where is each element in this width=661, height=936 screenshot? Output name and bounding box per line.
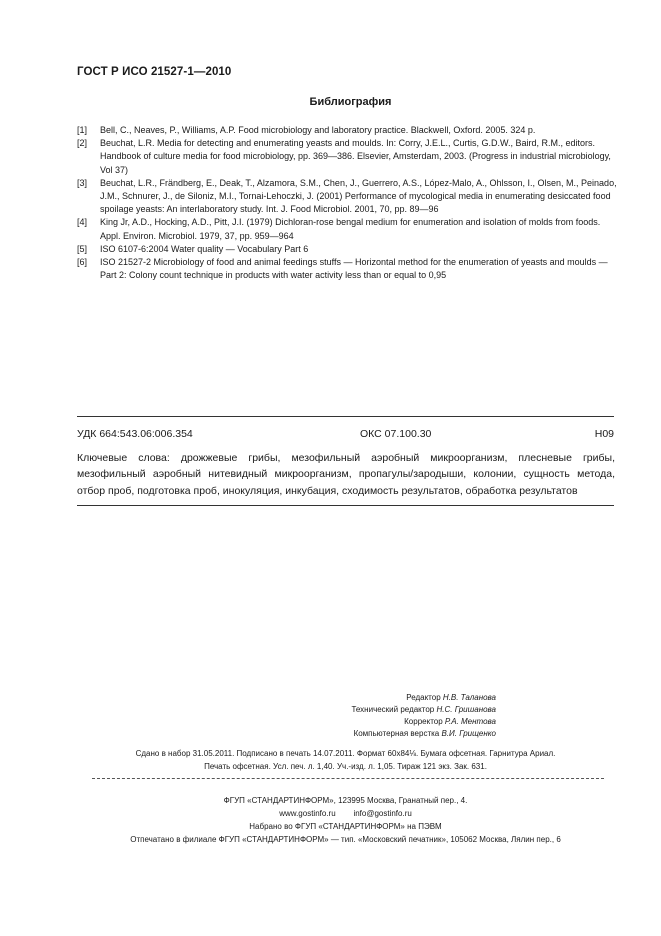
typeset-note: Набрано во ФГУП «СТАНДАРТИНФОРМ» на ПЭВМ bbox=[249, 822, 442, 831]
reference-text: King Jr, A.D., Hocking, A.D., Pitt, J.I. (1979) Dichloran-rose bengal medium for enumeration and isolation of molds from foods. Appl. Environ. Microbiol. 1979, 37, pp. 959—964 bbox=[100, 217, 601, 241]
printed-note: Отпечатано в филиале ФГУП «СТАНДАРТИНФОРМ» — тип. «Московский печатник», 105062 Москва, Лялин пер., 6 bbox=[130, 835, 561, 844]
publication-line-1: Сдано в набор 31.05.2011. Подписано в печать 14.07.2011. Формат 60x84⅛. Бумага офсетная. Гарнитура Ариал. bbox=[135, 749, 556, 758]
keywords-block bbox=[77, 450, 615, 499]
publisher-contacts bbox=[77, 807, 614, 820]
editor-name: Н.В. Таланова bbox=[442, 693, 496, 702]
editor-line bbox=[150, 692, 496, 704]
dashed-separator bbox=[92, 778, 604, 779]
editor-line bbox=[150, 728, 496, 740]
editor-name: В.И. Грищенко bbox=[441, 729, 496, 738]
reference-text: ISO 6107-6:2004 Water quality — Vocabulary Part 6 bbox=[100, 243, 309, 254]
editor-role: Редактор bbox=[406, 693, 441, 702]
reference-number: [4] bbox=[77, 217, 88, 228]
editor-role: Технический редактор bbox=[351, 705, 435, 714]
bibliography-title: Библиография bbox=[309, 96, 392, 108]
keywords-label: Ключевые слова: bbox=[77, 452, 170, 464]
reference-number: [5] bbox=[77, 243, 88, 254]
editor-name: Н.С. Гришанова bbox=[436, 705, 496, 714]
divider-bottom bbox=[77, 505, 614, 506]
editor-line bbox=[150, 704, 496, 716]
publisher-address: ФГУП «СТАНДАРТИНФОРМ», 123995 Москва, Гранатный пер., 4. bbox=[223, 796, 468, 805]
reference-item bbox=[77, 216, 617, 242]
editors-block bbox=[150, 692, 496, 740]
keywords-text: дрожжевые грибы, мезофильный аэробный микроорганизм, плесневые грибы, мезофильный аэробный нитевидный микроорганизм, пропагулы/зародыши, колонии, сущность метода, отбор проб, подготовка проб, инокуляция, инкубация, сходимость результатов, обработка результатов bbox=[77, 452, 615, 497]
classification-code: Н09 bbox=[594, 428, 614, 440]
editor-line bbox=[150, 716, 496, 728]
divider-top bbox=[77, 416, 614, 417]
editor-role: Компьютерная верстка bbox=[353, 729, 440, 738]
reference-number: [3] bbox=[77, 177, 88, 188]
oks-code: ОКС 07.100.30 bbox=[360, 428, 432, 440]
reference-item bbox=[77, 137, 617, 177]
reference-number: [1] bbox=[77, 125, 88, 135]
publisher-email[interactable]: info@gostinfo.ru bbox=[353, 809, 412, 818]
publisher-block bbox=[77, 794, 614, 846]
reference-item bbox=[77, 177, 617, 217]
editor-name: Р.А. Ментова bbox=[444, 717, 496, 726]
reference-number: [2] bbox=[77, 138, 88, 149]
reference-text: Beuchat, L.R. Media for detecting and enumerating yeasts and moulds. In: Corry, J.E.L., Curtis, G.D.W., Baird, R.M., editors. Handbook of culture media for food microbiology, pp. 369—386. Elsevier, Amsterdam, 2003. (Progress in industrial microbiology, Vol 37) bbox=[100, 138, 611, 175]
reference-number: [6] bbox=[77, 257, 88, 268]
udk-code: УДК 664:543.06:006.354 bbox=[77, 428, 193, 440]
reference-item bbox=[77, 124, 617, 137]
document-code: ГОСТ Р ИСО 21527-1—2010 bbox=[77, 66, 232, 78]
publication-line-2: Печать офсетная. Усл. печ. л. 1,40. Уч.-изд. л. 1,05. Тираж 121 экз. Зак. 631. bbox=[204, 762, 487, 771]
reference-text: Beuchat, L.R., Frändberg, E., Deak, T., Alzamora, S.M., Chen, J., Guerrero, A.S., López-Malo, A., Ohlsson, I., Olsen, M., Peinado, J.M., Schnurer, J., de Siloniz, M.I., Tornai-Lehoczki, J. (2001) Performance of mycological media in enumerating desiccated food spoilage yeasts: An interlaboratory study. Int. J. Food Microbiol. 2001, 70, pp. 89—96 bbox=[100, 177, 617, 215]
publisher-website[interactable]: www.gostinfo.ru bbox=[279, 809, 336, 818]
reference-text: ISO 21527-2 Microbiology of food and animal feedings stuffs — Horizontal method for the enumeration of yeasts and moulds — Part 2: Colony count technique in products with water activity less than or equal to 0,95 bbox=[100, 257, 608, 281]
reference-list bbox=[77, 124, 617, 282]
reference-item bbox=[77, 243, 617, 256]
reference-item bbox=[77, 256, 617, 282]
editor-role: Корректор bbox=[404, 717, 443, 726]
reference-text: Bell, C., Neaves, P., Williams, A.P. Food microbiology and laboratory practice. Blackwell, Oxford. 2005. 324 p. bbox=[100, 125, 536, 135]
